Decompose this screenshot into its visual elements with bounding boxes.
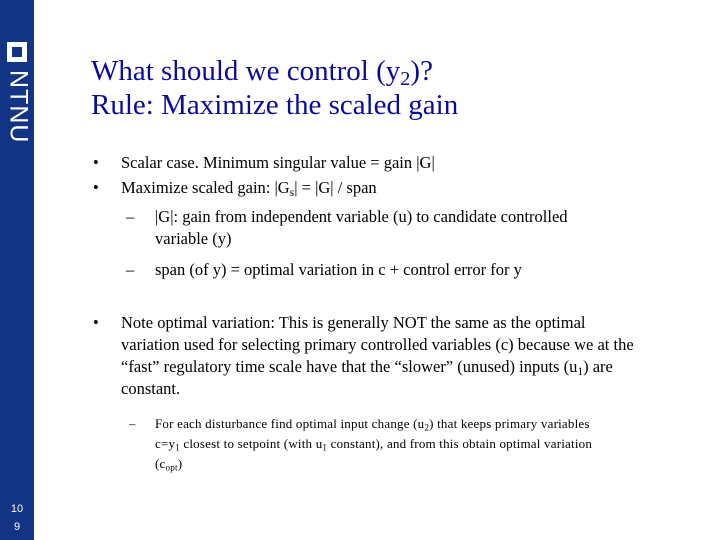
subscript: opt [165,462,178,473]
bullet-text: “fast” regulatory time scale have that the “slower” (unused) inputs (u [121,357,578,376]
bullet-text: Maximize scaled gain: |G [121,178,290,197]
page-number-line-2: 9 [13,521,21,533]
subscript: 1 [175,442,180,453]
dash-marker: – [129,416,136,431]
bullet-note-line-4: constant. [121,379,181,398]
title-text-end: )? [410,55,433,87]
ntnu-logo [4,38,33,178]
page-number [0,500,34,536]
sub-bullet-span-definition: span (of y) = optimal variation in c + control error for y [155,260,522,279]
subscript: s [289,186,295,199]
bullet-marker: • [93,313,99,332]
bullet-note-line-1: Note optimal variation: This is generally NOT the same as the optimal [121,313,586,332]
page-number-line-1: 10 [10,503,24,515]
dash-marker: – [126,260,135,279]
bullet-note-line-2: variation used for selecting primary controlled variables (c) because we at the [121,335,634,354]
bullet-text-end: | = |G| / span [294,178,377,197]
bullet-scalar-case: Scalar case. Minimum singular value = gain |G| [121,153,435,172]
title-text: What should we control (y [91,55,401,87]
bullet-marker: • [93,153,99,172]
bullet-text: For each disturbance find optimal input change (u [155,416,425,431]
subscript: 2 [424,422,430,433]
bullet-text-end: ) [177,456,183,471]
bullet-marker: • [93,178,99,197]
title-line-2: Rule: Maximize the scaled gain [91,89,459,121]
sub-bullet-disturbance-line-3 [155,455,182,472]
dash-marker: – [126,207,135,226]
bullet-text: (c [155,456,166,471]
title-subscript: 2 [400,68,411,91]
sub-bullet-gain-definition-line-1: |G|: gain from independent variable (u) to candidate controlled [155,207,568,226]
bullet-text-end: constant), and from this obtain optimal variation [327,436,593,451]
bullet-text: c=y [155,436,176,451]
slide-title [91,54,458,122]
bullet-text-end: ) are [583,357,613,376]
bullet-text-end: ) that keeps primary variables [429,416,590,431]
sidebar [0,0,34,540]
sub-bullet-gain-definition-line-2: variable (y) [155,229,232,248]
bullet-text-mid: closest to setpoint (with u [179,436,323,451]
title-line-1 [91,54,458,91]
subscript: 1 [577,365,584,378]
sub-bullet-disturbance-line-2 [155,435,592,452]
bullet-maximize-scaled-gain [121,177,377,199]
bullet-note-line-3 [121,356,613,378]
subscript: 1 [322,442,328,453]
logo-text: NTNU [4,70,33,144]
sub-bullet-disturbance-line-1 [155,415,590,432]
